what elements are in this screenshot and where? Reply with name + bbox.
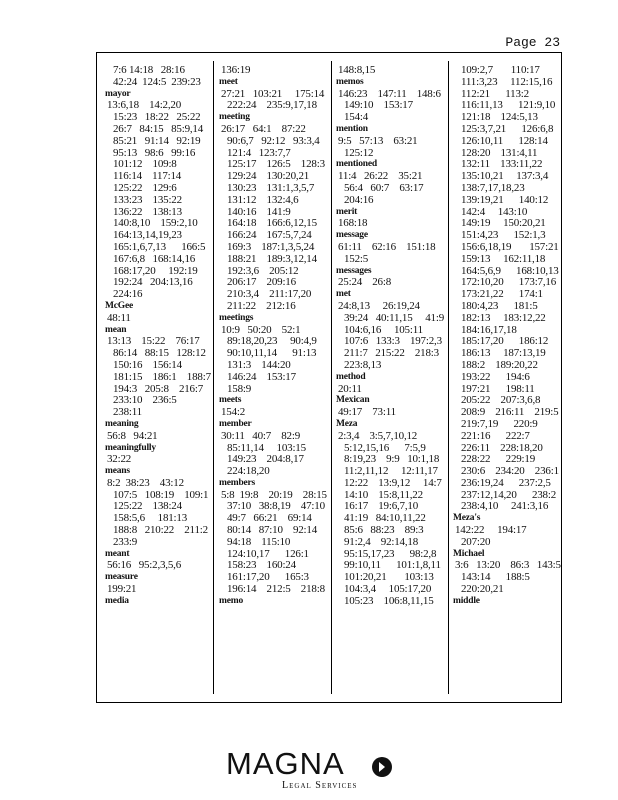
- page-references: 32:22: [107, 453, 132, 466]
- page-references: 150:16 156:14: [113, 358, 182, 371]
- page-references: 222:24 235:9,17,18: [227, 99, 317, 112]
- page-references: 158:9: [227, 382, 252, 395]
- page-references: 49:7 66:21 69:14: [227, 512, 312, 525]
- index-term: meets: [219, 395, 242, 406]
- page-references: 125:17 126:5 128:3: [227, 158, 325, 171]
- page-references: 139:19,21 140:12: [461, 193, 549, 206]
- page-references: 182:13 183:12,22: [461, 311, 546, 324]
- page-references: 8:19,23 9:9 10:1,18: [344, 453, 440, 466]
- page-references: 91:2,4 92:14,18: [344, 535, 419, 548]
- page-references: 149:23 204:8,17: [227, 453, 304, 466]
- page-references: 131:3 144:20: [227, 358, 291, 371]
- index-term: Mexican: [336, 395, 370, 406]
- page-references: 104:3,4 105:17,20: [344, 583, 432, 596]
- page-references: 185:17,20 186:12: [461, 335, 549, 348]
- page-references: 101:12 109:8: [113, 158, 177, 171]
- page-references: 5:12,15,16 7:5,9: [344, 441, 426, 454]
- page-references: 136:22 138:13: [113, 205, 182, 218]
- page-references: 164:13,14,19,23: [113, 229, 182, 242]
- page-references: 138:7,17,18,23: [461, 181, 525, 194]
- page-references: 148:8,15: [338, 65, 376, 76]
- arrow-circle-icon: [372, 757, 392, 777]
- page-references: 101:20,21 103:13: [344, 571, 434, 584]
- page-references: 14:10 15:8,11,22: [344, 488, 423, 501]
- index-term: members: [219, 477, 256, 488]
- page-references: 56:4 60:7 63:17: [344, 181, 424, 194]
- index-term: Michael: [453, 548, 485, 559]
- index-column-1: [105, 65, 211, 694]
- page-references: 146:24 153:17: [227, 370, 296, 383]
- page-references: 5:8 19:8 20:19 28:15: [221, 488, 327, 501]
- page-references: 228:22 229:19: [461, 453, 536, 466]
- column-divider: [331, 61, 332, 694]
- page-references: 41:19 84:10,11,22: [344, 512, 426, 525]
- page-references: 168:18: [338, 217, 368, 230]
- page-references: 25:24 26:8: [338, 276, 392, 289]
- page-references: 199:21: [107, 583, 137, 596]
- page-references: 11:2,11,12 12:11,17: [344, 465, 438, 478]
- page-references: 95:13 98:6 99:16: [113, 146, 196, 159]
- logo-tagline: Legal Services: [282, 780, 358, 791]
- page-references: 128:20 131:4,11: [461, 146, 538, 159]
- magna-logo: [226, 748, 396, 796]
- page-references: 15:23 18:22 25:22: [113, 111, 201, 124]
- page-references: 233:10 236:5: [113, 394, 177, 407]
- page-references: 116:11,13 121:9,10: [461, 99, 556, 112]
- index-term: means: [105, 466, 130, 477]
- page-references: 149:10 153:17: [344, 99, 413, 112]
- page-references: 206:17 209:16: [227, 276, 296, 289]
- page-references: 89:18,20,23 90:4,9: [227, 335, 317, 348]
- page-references: 124:10,17 126:1: [227, 547, 309, 560]
- index-term: meaningfully: [105, 442, 156, 453]
- page-references: 140:8,10 159:2,10: [113, 217, 198, 230]
- page-references: 164:5,6,9 168:10,13: [461, 264, 559, 277]
- page-references: 184:16,17,18: [461, 323, 517, 336]
- index-term: merit: [336, 206, 358, 217]
- page-references: 11:4 26:22 35:21: [338, 170, 423, 183]
- index-term: message: [336, 230, 368, 241]
- page-references: 194:3 205:8 216:7: [113, 382, 204, 395]
- index-column-4: [453, 65, 561, 694]
- page-references: 142:4 143:10: [461, 205, 528, 218]
- page-references: 156:6,18,19 157:21: [461, 240, 559, 253]
- page-references: 233:9: [113, 535, 138, 548]
- page-references: 158:23 160:24: [227, 559, 296, 572]
- column-divider: [448, 61, 449, 694]
- page-references: 133:23 135:22: [113, 193, 182, 206]
- page-references: 80:14 87:10 92:14: [227, 524, 318, 537]
- page-references: 224:16: [113, 288, 143, 301]
- page-references: 90:6,7 92:12 93:3,4: [227, 134, 320, 147]
- page-references: 20:11: [338, 382, 362, 395]
- page-references: 86:14 88:15 128:12: [113, 347, 206, 360]
- page-references: 126:10,11 128:14: [461, 134, 548, 147]
- page-references: 24:8,13 26:19,24: [338, 299, 420, 312]
- page-references: 208:9 216:11 219:5: [461, 406, 559, 419]
- page-references: 85:6 88:23 89:3: [344, 524, 424, 537]
- index-frame: [96, 52, 562, 703]
- index-column-3: [336, 65, 446, 694]
- index-term: memos: [336, 76, 364, 87]
- index-term: method: [336, 371, 366, 382]
- page-references: 164:18 166:6,12,15: [227, 217, 317, 230]
- index-term: middle: [453, 595, 480, 606]
- page-references: 223:8,13: [344, 358, 382, 371]
- page-references: 125:22 129:6: [113, 181, 177, 194]
- index-term: mention: [336, 123, 368, 134]
- page-references: 143:14 188:5: [461, 571, 530, 584]
- page-references: 211:7 215:22 218:3: [344, 347, 439, 360]
- page-references: 121:18 124:5,13: [461, 111, 538, 124]
- index-term: messages: [336, 265, 372, 276]
- page-references: 16:17 19:6,7,10: [344, 500, 419, 513]
- index-term: meet: [219, 76, 238, 87]
- page-references: 136:19: [221, 65, 251, 76]
- index-term: Meza: [336, 418, 358, 429]
- page-references: 94:18 115:10: [227, 535, 291, 548]
- page-references: 49:17 73:11: [338, 406, 396, 419]
- page-references: 56:16 95:2,3,5,6: [107, 559, 182, 572]
- page-references: 168:17,20 192:19: [113, 264, 198, 277]
- page-references: 112:21 113:2: [461, 87, 529, 100]
- page-references: 220:20,21: [461, 583, 504, 596]
- page-references: 27:21 103:21 175:14: [221, 87, 325, 100]
- page-references: 188:2 189:20,22: [461, 358, 538, 371]
- page-references: 146:23 147:11 148:6: [338, 87, 441, 100]
- page-references: 152:5: [344, 252, 369, 265]
- index-term: member: [219, 418, 252, 429]
- page-references: 132:11 133:11,22: [461, 158, 543, 171]
- page-references: 210:3,4 211:17,20: [227, 288, 312, 301]
- page-references: 95:15,17,23 98:2,8: [344, 547, 437, 560]
- page-references: 238:11: [113, 406, 142, 419]
- page-references: 2:3,4 3:5,7,10,12: [338, 429, 418, 442]
- page-references: 224:18,20: [227, 465, 270, 478]
- page-references: 237:12,14,20 238:2: [461, 488, 557, 501]
- page-references: 26:17 64:1 87:22: [221, 122, 306, 135]
- page-references: 99:10,11 101:1,8,11: [344, 559, 441, 572]
- page-references: 169:3 187:1,3,5,24: [227, 240, 315, 253]
- index-term: mentioned: [336, 159, 377, 170]
- page-references: 180:4,23 181:5: [461, 299, 538, 312]
- index-term: meeting: [219, 112, 250, 123]
- index-term: media: [105, 595, 129, 606]
- index-term: meetings: [219, 312, 254, 323]
- page-references: 192:24 204:13,16: [113, 276, 193, 289]
- page-references: 131:12 132:4,6: [227, 193, 299, 206]
- page-references: 226:11 228:18,20: [461, 441, 543, 454]
- page-references: 13:13 15:22 76:17: [107, 335, 200, 348]
- page-references: 12:22 13:9,12 14:7: [344, 476, 442, 489]
- page-references: 207:20: [461, 535, 491, 548]
- index-term: mean: [105, 324, 127, 335]
- page-references: 158:5,6 181:13: [113, 512, 188, 525]
- page-references: 167:6,8 168:14,16: [113, 252, 196, 265]
- page-references: 154:4: [344, 111, 369, 124]
- index-term: McGee: [105, 300, 134, 311]
- index-term: meant: [105, 548, 130, 559]
- page-references: 130:23 131:1,3,5,7: [227, 181, 315, 194]
- page-references: 125:12: [344, 146, 374, 159]
- page-references: 211:22 212:16: [227, 299, 296, 312]
- page-references: 149:19 150:20,21: [461, 217, 546, 230]
- page-references: 230:6 234:20 236:1: [461, 465, 559, 478]
- page-references: 56:8 94:21: [107, 429, 158, 442]
- page-references: 104:6,16 105:11: [344, 323, 423, 336]
- logo-wordmark: MAGNA: [226, 746, 345, 781]
- page-references: 111:3,23 112:15,16: [461, 75, 553, 88]
- page-references: 48:11: [107, 311, 131, 324]
- page-references: 39:24 40:11,15 41:9: [344, 311, 445, 324]
- page-references: 238:4,10 241:3,16: [461, 500, 549, 513]
- page-references: 105:23 106:8,11,15: [344, 594, 434, 607]
- page-references: 192:3,6 205:12: [227, 264, 299, 277]
- page-references: 159:13 162:11,18: [461, 252, 546, 265]
- page-references: 188:8 210:22 211:2: [113, 524, 208, 537]
- index-term: Meza's: [453, 513, 481, 524]
- page-references: 7:6 14:18 28:16: [113, 65, 185, 76]
- page-number: Page 23: [505, 35, 560, 50]
- page-references: 61:11 62:16 151:18: [338, 240, 436, 253]
- page-references: 151:4,23 152:1,3: [461, 229, 546, 242]
- page-references: 166:24 167:5,7,24: [227, 229, 312, 242]
- page-references: 161:17,20 165:3: [227, 571, 309, 584]
- page-references: 196:14 212:5 218:8: [227, 583, 325, 596]
- page-references: 221:16 222:7: [461, 429, 530, 442]
- index-term: measure: [105, 572, 138, 583]
- page-references: 107:6 133:3 197:2,3: [344, 335, 442, 348]
- page-references: 140:16 141:9: [227, 205, 291, 218]
- page-references: 109:2,7 110:17: [461, 65, 540, 76]
- page-references: 9:5 57:13 63:21: [338, 134, 418, 147]
- page-references: 173:21,22 174:1: [461, 288, 543, 301]
- index-column-2: [219, 65, 329, 694]
- page-references: 193:22 194:6: [461, 370, 530, 383]
- page-references: 172:10,20 173:7,16: [461, 276, 557, 289]
- index-term: meaning: [105, 418, 139, 429]
- page-references: 204:16: [344, 193, 374, 206]
- page-references: 10:9 50:20 52:1: [221, 323, 301, 336]
- page-references: 90:10,11,14 91:13: [227, 347, 317, 360]
- page-references: 13:6,18 14:2,20: [107, 99, 182, 112]
- page-references: 85:21 91:14 92:19: [113, 134, 201, 147]
- index-term: memo: [219, 595, 243, 606]
- index-term: mayor: [105, 88, 131, 99]
- page-references: 121:4 123:7,7: [227, 146, 291, 159]
- page-references: 116:14 117:14: [113, 170, 182, 183]
- page-references: 188:21 189:3,12,14: [227, 252, 317, 265]
- page-references: 8:2 38:23 43:12: [107, 476, 184, 489]
- page-references: 26:7 84:15 85:9,14: [113, 122, 204, 135]
- page-references: 219:7,19 220:9: [461, 417, 538, 430]
- page-references: 3:6 13:20 86:3 143:5: [455, 559, 561, 572]
- column-divider: [213, 61, 214, 694]
- page-references: 154:2: [221, 406, 246, 419]
- index-term: met: [336, 289, 351, 300]
- page-references: 85:11,14 103:15: [227, 441, 306, 454]
- page-references: 186:13 187:13,19: [461, 347, 546, 360]
- page-references: 129:24 130:20,21: [227, 170, 310, 183]
- page-references: 30:11 40:7 82:9: [221, 429, 301, 442]
- page-references: 197:21 198:11: [461, 382, 535, 395]
- page-references: 135:10,21 137:3,4: [461, 170, 549, 183]
- page-references: 37:10 38:8,19 47:10: [227, 500, 325, 513]
- page-references: 107:5 108:19 109:1: [113, 488, 209, 501]
- page-references: 181:15 186:1 188:7: [113, 370, 211, 383]
- page-references: 42:24 124:5 239:23: [113, 75, 201, 88]
- page-references: 165:1,6,7,13 166:5: [113, 240, 206, 253]
- page-references: 236:19,24 237:2,5: [461, 476, 551, 489]
- page-references: 142:22 194:17: [455, 524, 527, 537]
- page-references: 125:22 138:24: [113, 500, 182, 513]
- page-references: 205:22 207:3,6,8: [461, 394, 541, 407]
- page-references: 125:3,7,21 126:6,8: [461, 122, 554, 135]
